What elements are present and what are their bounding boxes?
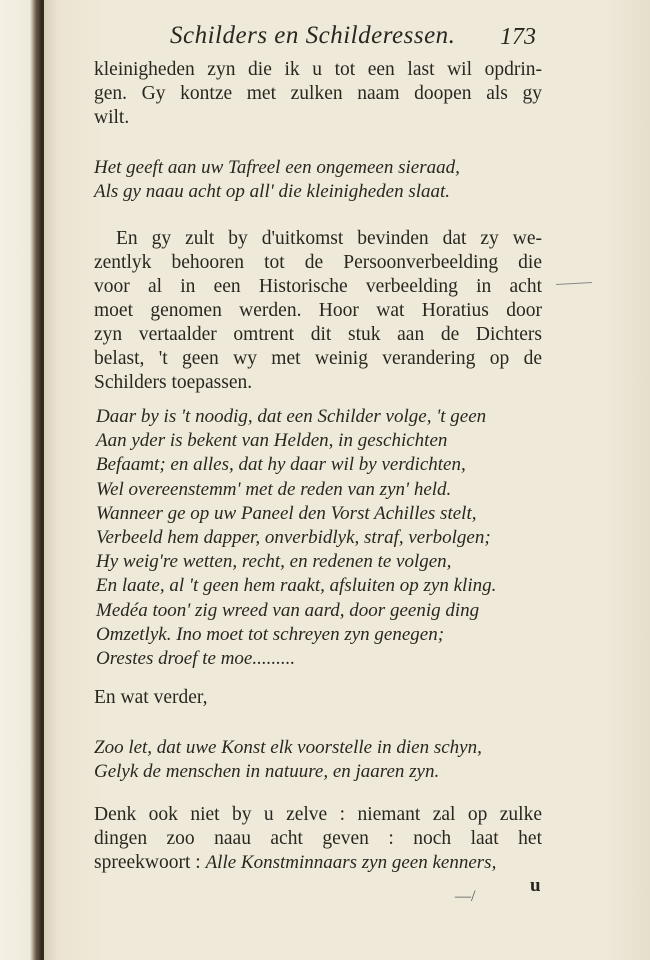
text-line: kleinigheden zyn die ik u tot een last wil opdrin- bbox=[94, 59, 542, 80]
verse-line: Befaamt; en alles, dat hy daar wil by verdichten, bbox=[96, 454, 466, 476]
verse-line: Als gy naau acht op all' die kleinigheden slaat. bbox=[94, 181, 451, 202]
verse-line: Daar by is 't noodig, dat een Schilder volge, 't geen bbox=[96, 406, 487, 427]
text-line: zentlyk behooren tot de Persoonverbeelding die bbox=[94, 252, 542, 273]
verse-line: En laate, al 't geen hem raakt, afsluiten op zyn kling. bbox=[96, 575, 497, 597]
text-line: Denk ook niet by u zelve : niemant zal op zulke bbox=[94, 804, 542, 825]
verse-line: Wanneer ge op uw Paneel den Vorst Achilles stelt, bbox=[96, 502, 477, 524]
text-line: voor al in een Historische verbeelding in acht bbox=[94, 276, 542, 297]
verse-line: Gelyk de menschen in natuure, en jaaren zyn. bbox=[94, 761, 440, 782]
verse-line: Aan yder is bekent van Helden, in geschichten bbox=[96, 430, 448, 452]
quote-2 bbox=[94, 736, 482, 784]
text-line: wilt. bbox=[94, 107, 130, 128]
running-title: Schilders en Schilderessen. bbox=[170, 22, 456, 49]
text-line: belast, 't geen wy met weinig verandering op de bbox=[94, 348, 542, 369]
quote-1 bbox=[94, 156, 460, 204]
verse-line: Het geeft aan uw Tafreel een ongemeen sieraad, bbox=[94, 157, 460, 178]
verse-line: Orestes droef te moe......... bbox=[96, 648, 296, 670]
catchword: u bbox=[530, 875, 541, 896]
paragraph-1 bbox=[94, 58, 542, 130]
verse-line: Verbeeld hem dapper, onverbidlyk, straf, verbolgen; bbox=[96, 527, 491, 549]
text-line: Schilders toepassen. bbox=[94, 372, 253, 393]
text-line: moet genomen werden. Hoor wat Horatius door bbox=[94, 300, 542, 321]
verse-line: Wel overeenstemm' met de reden van zyn' held. bbox=[96, 478, 452, 500]
verse-line: Medéa toon' zig wreed van aard, door geenig ding bbox=[96, 599, 480, 621]
verse-line: Omzetlyk. Ino moet tot schreyen zyn genegen; bbox=[96, 623, 445, 645]
text-line: dingen zoo naau acht geven : noch laat het bbox=[94, 828, 542, 849]
paragraph-3 bbox=[94, 686, 207, 710]
paragraph-2 bbox=[94, 227, 542, 395]
text-line: En wat verder, bbox=[94, 687, 208, 708]
verse-line: Hy weig're wetten, recht, en redenen te volgen, bbox=[96, 551, 452, 573]
text-line: En gy zult by d'uitkomst bevinden dat zy we- bbox=[116, 228, 542, 249]
paragraph-4 bbox=[94, 803, 542, 875]
page-number: 173 bbox=[500, 24, 536, 50]
italic-segment: Alle Konstminnaars zyn geen kenners, bbox=[205, 852, 497, 873]
text-segment: spreekwoort : bbox=[94, 852, 201, 873]
book-gutter bbox=[0, 0, 44, 960]
verse-block bbox=[96, 405, 496, 671]
verse-line: Zoo let, dat uwe Konst elk voorstelle in dien schyn, bbox=[94, 737, 482, 758]
text-line bbox=[94, 851, 542, 875]
text-line: zyn vertaalder omtrent dit stuk aan de Dichters bbox=[94, 324, 542, 345]
text-line: gen. Gy kontze met zulken naam doopen als gy bbox=[94, 83, 542, 104]
signature-mark: —/ bbox=[455, 888, 476, 905]
